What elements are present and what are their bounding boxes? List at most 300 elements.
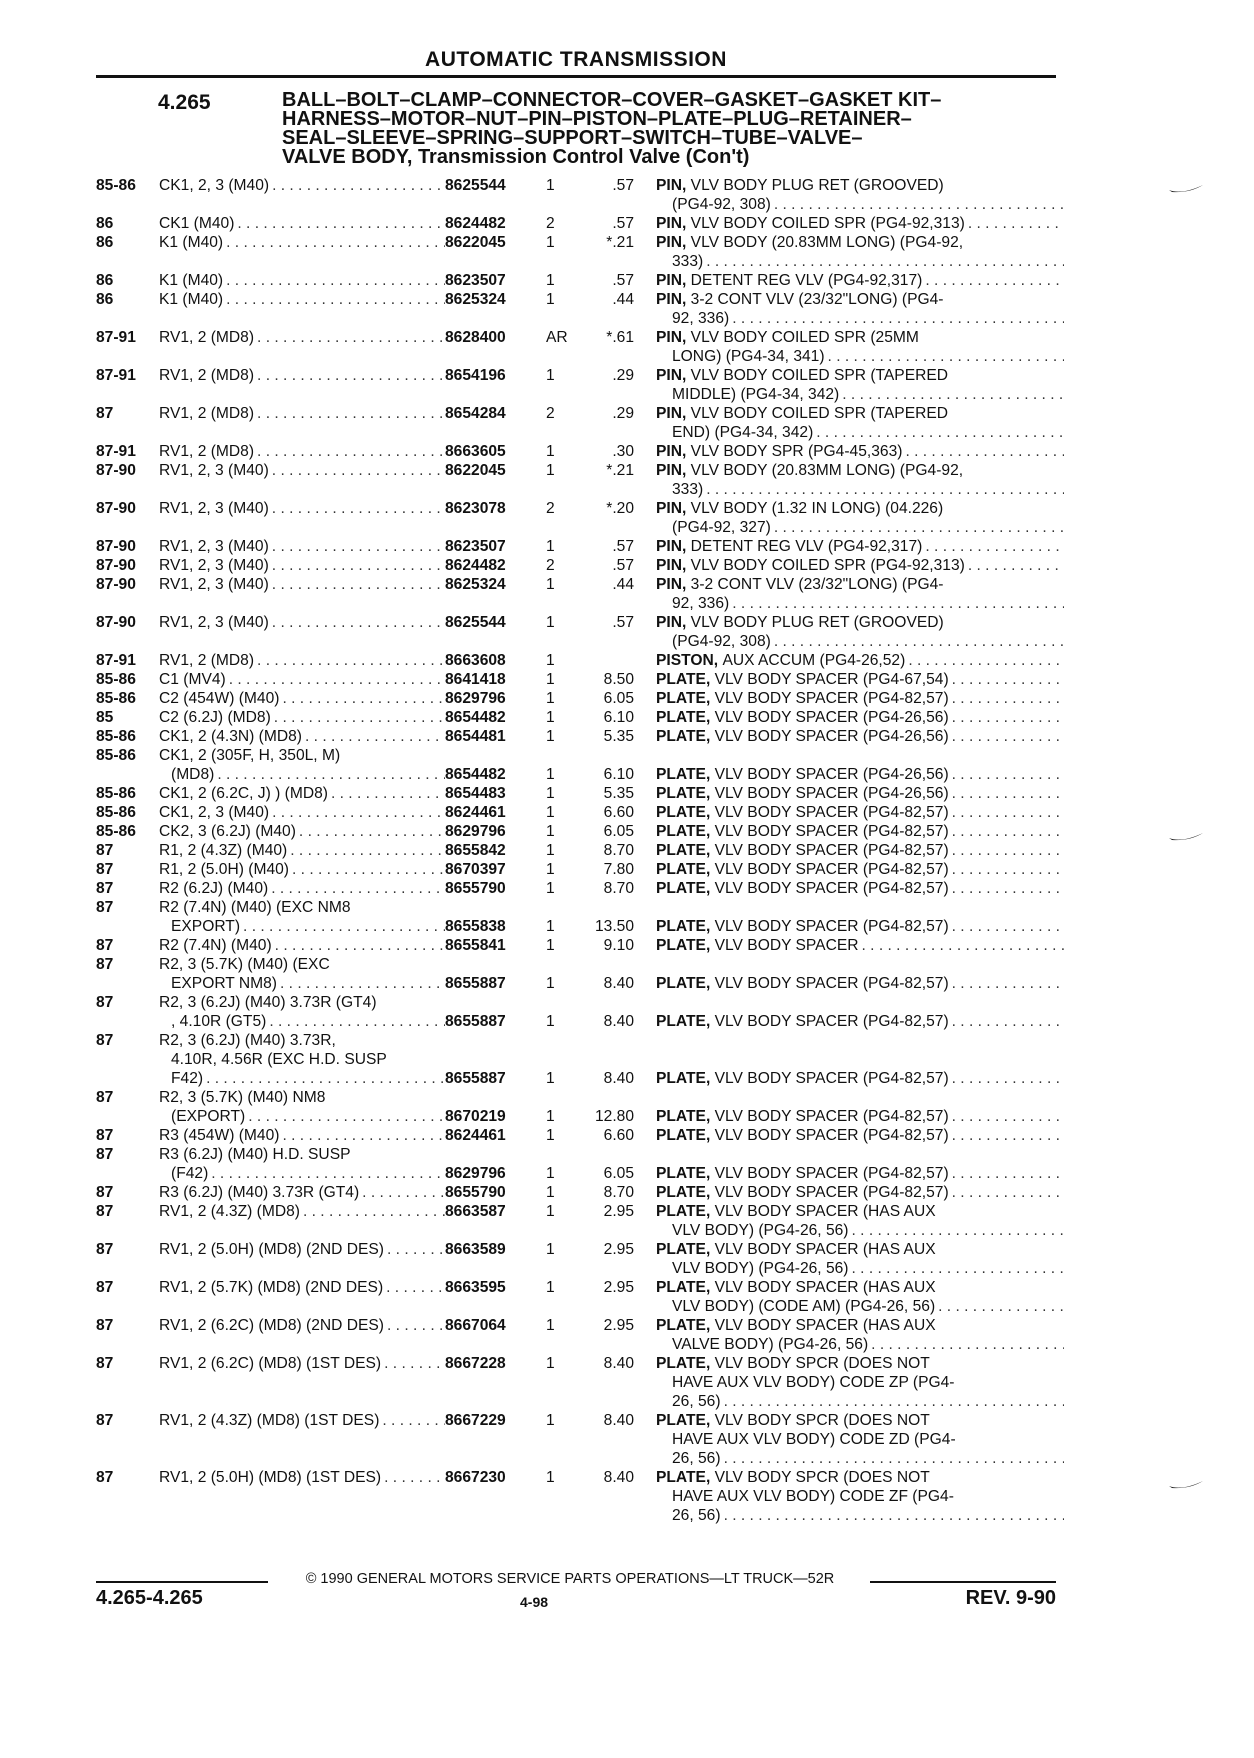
description-line: (PG4-92, 308) [672, 196, 771, 213]
part-number: 8655887 [445, 1013, 506, 1030]
model-application [159, 670, 445, 689]
model-application [159, 575, 445, 594]
model-year: 85-86 [96, 671, 136, 688]
model-year: 87-91 [96, 652, 136, 669]
dot-leader [949, 974, 1064, 993]
price: 8.70 [603, 1184, 634, 1201]
price: 6.10 [603, 709, 634, 726]
model-line: R1, 2 (4.3Z) (M40) [159, 842, 288, 859]
part-row [96, 1354, 1060, 1411]
description-line: VLV BODY SPACER (PG4-26,56) [714, 728, 949, 745]
model-year: 87 [96, 1203, 114, 1220]
model-year: 87-90 [96, 557, 136, 574]
quantity: 1 [546, 367, 555, 384]
part-description [656, 765, 1064, 784]
dot-leader [379, 1411, 445, 1430]
part-description [656, 917, 1064, 936]
model-line: RV1, 2 (4.3Z) (MD8) (1ST DES) [159, 1412, 380, 1429]
part-row [96, 1088, 1060, 1126]
dot-leader [279, 689, 445, 708]
price: 6.60 [603, 1127, 634, 1144]
dot-leader [721, 1506, 1064, 1525]
description-line: VLV BODY SPACER (PG4-82,57) [714, 804, 949, 821]
part-row [96, 841, 1060, 860]
price: 8.50 [603, 671, 634, 688]
dot-leader [245, 1107, 445, 1126]
model-year: 87 [96, 1089, 114, 1106]
model-application [159, 993, 445, 1031]
part-name: PLATE, [656, 823, 711, 840]
description-line: 26, 56) [672, 1393, 721, 1410]
description-line: 26, 56) [672, 1507, 721, 1524]
model-year: 87-90 [96, 614, 136, 631]
quantity: 1 [546, 1355, 555, 1372]
price: 6.10 [603, 766, 634, 783]
price: 8.40 [603, 975, 634, 992]
model-line: K1 (M40) [159, 234, 224, 251]
description-line: (PG4-92, 327) [672, 519, 771, 536]
description-line: END) (PG4-34, 342) [672, 424, 814, 441]
model-application [159, 898, 445, 936]
part-name: PLATE, [656, 1108, 711, 1125]
model-line: RV1, 2 (5.0H) (MD8) (2ND DES) [159, 1241, 384, 1258]
quantity: 1 [546, 709, 555, 726]
part-number: 8663587 [445, 1203, 506, 1220]
part-description [656, 404, 1064, 442]
description-line: 333) [672, 481, 704, 498]
description-line: VLV BODY SPACER (PG4-82,57) [714, 880, 949, 897]
dot-leader [849, 1259, 1064, 1278]
model-line: CK1 (M40) [159, 215, 235, 232]
model-application [159, 214, 445, 233]
part-row [96, 784, 1060, 803]
description-line: VLV BODY PLUG RET (GROOVED) [690, 177, 944, 194]
part-row [96, 1145, 1060, 1183]
dot-leader [223, 233, 445, 252]
model-year: 87 [96, 842, 114, 859]
part-description [656, 575, 1064, 613]
model-year: 87 [96, 1032, 114, 1049]
part-number: 8663608 [445, 652, 506, 669]
model-line: CK1, 2, 3 (M40) [159, 804, 270, 821]
price: .29 [612, 405, 634, 422]
part-description [656, 176, 1064, 214]
part-name: PLATE, [656, 728, 711, 745]
group-title-line: BALL–BOLT–CLAMP–CONNECTOR–COVER–GASKET–GASKET KIT– [282, 89, 942, 111]
model-application [159, 442, 445, 461]
model-line: RV1, 2, 3 (M40) [159, 576, 269, 593]
dot-leader [949, 822, 1064, 841]
price: 8.40 [603, 1412, 634, 1429]
part-number: 8628400 [445, 329, 506, 346]
dot-leader [269, 176, 445, 195]
quantity: 2 [546, 215, 555, 232]
part-number: 8641418 [445, 671, 506, 688]
model-application [159, 784, 445, 803]
description-line: VLV BODY) (PG4-26, 56) [672, 1222, 849, 1239]
part-name: PISTON, [656, 652, 719, 669]
part-row [96, 1126, 1060, 1145]
part-number: 8624461 [445, 804, 506, 821]
model-application [159, 1240, 445, 1259]
dot-leader [935, 1297, 1064, 1316]
part-number: 8625324 [445, 291, 506, 308]
part-name: PLATE, [656, 861, 711, 878]
model-year: 86 [96, 272, 114, 289]
part-number: 8623507 [445, 272, 506, 289]
model-application [159, 404, 445, 423]
dot-leader [254, 651, 445, 670]
model-line: EXPORT) [171, 918, 241, 935]
dot-leader [269, 575, 445, 594]
model-year: 85 [96, 709, 114, 726]
price: 8.70 [603, 880, 634, 897]
description-line: VLV BODY) (PG4-26, 56) [672, 1260, 849, 1277]
model-line: RV1, 2 (4.3Z) (MD8) [159, 1203, 300, 1220]
model-application [159, 461, 445, 480]
model-line: R2, 3 (6.2J) (M40) 3.73R, [159, 1032, 336, 1049]
dot-leader [359, 1183, 445, 1202]
part-number: 8655790 [445, 880, 506, 897]
part-name: PLATE, [656, 785, 711, 802]
dot-leader [949, 784, 1064, 803]
quantity: 1 [546, 443, 555, 460]
dot-leader [949, 1126, 1064, 1145]
model-year: 85-86 [96, 690, 136, 707]
dot-leader [771, 632, 1064, 651]
model-year: 87 [96, 1146, 114, 1163]
dot-leader [223, 271, 445, 290]
quantity: 1 [546, 614, 555, 631]
description-line: VLV BODY SPACER (PG4-82,57) [714, 861, 949, 878]
model-line: RV1, 2 (MD8) [159, 405, 255, 422]
model-application [159, 689, 445, 708]
price: .44 [612, 291, 634, 308]
part-description [656, 803, 1064, 822]
part-name: PLATE, [656, 1203, 711, 1220]
quantity: 1 [546, 234, 555, 251]
part-name: PIN, [656, 177, 687, 194]
dot-leader [271, 708, 445, 727]
dot-leader [254, 366, 445, 385]
part-row [96, 879, 1060, 898]
part-number: 8655790 [445, 1184, 506, 1201]
part-description [656, 708, 1064, 727]
description-line: VLV BODY COILED SPR (TAPERED [690, 367, 949, 384]
description-line: LONG) (PG4-34, 341) [672, 348, 825, 365]
model-line: RV1, 2 (MD8) [159, 367, 255, 384]
part-number: 8670397 [445, 861, 506, 878]
model-application [159, 290, 445, 309]
part-description [656, 556, 1064, 575]
part-description [656, 442, 1064, 461]
dot-leader [384, 1316, 445, 1335]
price: 5.35 [603, 728, 634, 745]
model-application [159, 1126, 445, 1145]
dot-leader [226, 670, 445, 689]
part-name: PIN, [656, 234, 687, 251]
part-row [96, 1316, 1060, 1354]
model-year: 87-91 [96, 443, 136, 460]
description-line: 333) [672, 253, 704, 270]
part-number: 8667228 [445, 1355, 506, 1372]
description-line: VLV BODY SPACER (PG4-82,57) [714, 1127, 949, 1144]
model-line: R2 (7.4N) (M40) (EXC NM8 [159, 899, 351, 916]
model-line: (MD8) [171, 766, 215, 783]
dot-leader [266, 1012, 445, 1031]
description-line: VLV BODY SPR (PG4-45,363) [690, 443, 903, 460]
model-application [159, 1468, 445, 1487]
dot-leader [839, 385, 1064, 404]
dot-leader [949, 803, 1064, 822]
part-description [656, 1240, 1064, 1278]
model-year: 85-86 [96, 785, 136, 802]
part-name: PLATE, [656, 1279, 711, 1296]
model-line: R2, 3 (5.7K) (M40) NM8 [159, 1089, 326, 1106]
part-number: 8667064 [445, 1317, 506, 1334]
price: 5.35 [603, 785, 634, 802]
quantity: 1 [546, 918, 555, 935]
description-line: VLV BODY SPACER (HAS AUX [714, 1317, 936, 1334]
part-name: PLATE, [656, 1013, 711, 1030]
part-name: PLATE, [656, 842, 711, 859]
part-name: PLATE, [656, 1165, 711, 1182]
part-row [96, 1240, 1060, 1278]
description-line: VLV BODY) (CODE AM) (PG4-26, 56) [672, 1298, 936, 1315]
quantity: 1 [546, 538, 555, 555]
part-row [96, 955, 1060, 993]
part-description [656, 841, 1064, 860]
part-description [656, 1164, 1064, 1183]
part-row [96, 271, 1060, 290]
dot-leader [703, 480, 1064, 499]
description-line: VLV BODY SPACER (PG4-82,57) [714, 918, 949, 935]
part-row [96, 233, 1060, 271]
model-line: R3 (454W) (M40) [159, 1127, 280, 1144]
price: .57 [612, 177, 634, 194]
model-line: R2, 3 (5.7K) (M40) (EXC [159, 956, 330, 973]
part-row [96, 461, 1060, 499]
quantity: 1 [546, 177, 555, 194]
quantity: 1 [546, 462, 555, 479]
part-number: 8624482 [445, 215, 506, 232]
quantity: 1 [546, 937, 555, 954]
description-line: 92, 336) [672, 310, 730, 327]
part-row [96, 1031, 1060, 1088]
part-name: PIN, [656, 367, 687, 384]
part-number: 8670219 [445, 1108, 506, 1125]
model-year: 87 [96, 994, 114, 1011]
quantity: 1 [546, 728, 555, 745]
price: 13.50 [594, 918, 634, 935]
dot-leader [721, 1449, 1064, 1468]
quantity: 1 [546, 1127, 555, 1144]
model-application [159, 1278, 445, 1297]
dot-leader [268, 879, 445, 898]
description-line: 3-2 CONT VLV (23/32"LONG) (PG4- [690, 291, 944, 308]
price: 8.70 [603, 842, 634, 859]
model-line: F42) [171, 1070, 204, 1087]
part-description [656, 214, 1064, 233]
model-line: RV1, 2 (MD8) [159, 329, 255, 346]
dot-leader [771, 195, 1064, 214]
model-year: 86 [96, 215, 114, 232]
group-number: 4.265 [158, 91, 211, 114]
quantity: 1 [546, 1241, 555, 1258]
margin-mark-icon [1168, 832, 1204, 844]
quantity: 1 [546, 1279, 555, 1296]
dot-leader [949, 1069, 1064, 1088]
model-line: RV1, 2, 3 (M40) [159, 500, 269, 517]
part-name: PIN, [656, 272, 687, 289]
part-name: PLATE, [656, 690, 711, 707]
model-year: 87-91 [96, 367, 136, 384]
part-description [656, 670, 1064, 689]
quantity: 1 [546, 576, 555, 593]
part-description [656, 784, 1064, 803]
price: .57 [612, 557, 634, 574]
model-application [159, 328, 445, 347]
part-row [96, 898, 1060, 936]
part-number: 8624461 [445, 1127, 506, 1144]
description-line: VLV BODY SPACER (PG4-82,57) [714, 1165, 949, 1182]
dot-leader [279, 1126, 445, 1145]
description-line: (PG4-92, 308) [672, 633, 771, 650]
part-name: PIN, [656, 405, 687, 422]
part-description [656, 366, 1064, 404]
description-line: VLV BODY SPACER (PG4-82,57) [714, 1013, 949, 1030]
description-line: VLV BODY SPCR (DOES NOT [714, 1412, 930, 1429]
description-line: HAVE AUX VLV BODY) CODE ZP (PG4- [672, 1374, 955, 1391]
quantity: 1 [546, 1108, 555, 1125]
part-name: PIN, [656, 538, 687, 555]
dot-leader [328, 784, 445, 803]
price: 8.40 [603, 1355, 634, 1372]
description-line: VLV BODY (1.32 IN LONG) (04.226) [690, 500, 944, 517]
dot-leader [949, 670, 1064, 689]
dot-leader [825, 347, 1064, 366]
price: 8.40 [603, 1469, 634, 1486]
dot-leader [287, 841, 445, 860]
part-name: PLATE, [656, 1241, 711, 1258]
part-name: PLATE, [656, 1469, 711, 1486]
part-number: 8623078 [445, 500, 506, 517]
part-row [96, 366, 1060, 404]
group-title-line: HARNESS–MOTOR–NUT–PIN–PISTON–PLATE–PLUG–RETAINER– [282, 108, 912, 130]
dot-leader [703, 252, 1064, 271]
quantity: 1 [546, 1203, 555, 1220]
quantity: 2 [546, 500, 555, 517]
model-year: 87-90 [96, 576, 136, 593]
model-application [159, 1145, 445, 1183]
part-name: PLATE, [656, 671, 711, 688]
dot-leader [214, 765, 445, 784]
group-title [282, 91, 1052, 167]
dot-leader [729, 594, 1064, 613]
part-description [656, 461, 1064, 499]
model-application [159, 537, 445, 556]
model-application [159, 651, 445, 670]
part-row [96, 176, 1060, 214]
description-line: 26, 56) [672, 1450, 721, 1467]
dot-leader [269, 537, 445, 556]
part-row [96, 328, 1060, 366]
price: 8.40 [603, 1013, 634, 1030]
dot-leader [203, 1069, 445, 1088]
model-line: CK1, 2 (6.2C, J) ) (MD8) [159, 785, 328, 802]
part-row [96, 708, 1060, 727]
dot-leader [949, 1183, 1064, 1202]
dot-leader [729, 309, 1064, 328]
model-line: RV1, 2, 3 (M40) [159, 538, 269, 555]
price: 2.95 [603, 1241, 634, 1258]
model-line: RV1, 2 (5.7K) (MD8) (2ND DES) [159, 1279, 384, 1296]
model-year: 87 [96, 1355, 114, 1372]
dot-leader [949, 689, 1064, 708]
model-line: RV1, 2 (6.2C) (MD8) (1ST DES) [159, 1355, 382, 1372]
part-name: PLATE, [656, 1317, 711, 1334]
part-name: PIN, [656, 215, 687, 232]
quantity: 1 [546, 291, 555, 308]
dot-leader [296, 822, 445, 841]
part-description [656, 290, 1064, 328]
model-line: R3 (6.2J) (M40) H.D. SUSP [159, 1146, 351, 1163]
model-line: CK1, 2, 3 (M40) [159, 177, 270, 194]
margin-mark-icon [1168, 184, 1204, 196]
quantity: 1 [546, 975, 555, 992]
part-row [96, 1278, 1060, 1316]
model-year: 87 [96, 937, 114, 954]
model-application [159, 1031, 445, 1088]
quantity: 1 [546, 690, 555, 707]
dot-leader [254, 404, 445, 423]
description-line: VLV BODY COILED SPR (25MM [690, 329, 919, 346]
price: 6.60 [603, 804, 634, 821]
part-number: 8655842 [445, 842, 506, 859]
dot-leader [208, 1164, 445, 1183]
model-application [159, 1316, 445, 1335]
dot-leader [721, 1392, 1064, 1411]
part-number: 8654481 [445, 728, 506, 745]
price: .44 [612, 576, 634, 593]
part-description [656, 1069, 1064, 1088]
model-line: RV1, 2 (MD8) [159, 443, 255, 460]
dot-leader [813, 423, 1064, 442]
price: 2.95 [603, 1317, 634, 1334]
part-name: PLATE, [656, 1184, 711, 1201]
dot-leader [965, 214, 1064, 233]
dot-leader [269, 613, 445, 632]
dot-leader [272, 936, 445, 955]
price: *.61 [606, 329, 634, 346]
part-description [656, 613, 1064, 651]
quantity: 1 [546, 880, 555, 897]
group-title-line: SEAL–SLEEVE–SPRING–SUPPORT–SWITCH–TUBE–VALVE– [282, 127, 863, 149]
part-description [656, 499, 1064, 537]
dot-leader [234, 214, 445, 233]
quantity: AR [546, 329, 568, 346]
model-application [159, 955, 445, 993]
dot-leader [254, 328, 445, 347]
quantity: 1 [546, 1165, 555, 1182]
part-description [656, 1354, 1064, 1411]
price: 8.40 [603, 1070, 634, 1087]
footer-rule [96, 1581, 268, 1583]
part-number: 8624482 [445, 557, 506, 574]
model-line: R2 (6.2J) (M40) [159, 880, 269, 897]
part-row [96, 575, 1060, 613]
description-line: VLV BODY SPCR (DOES NOT [714, 1355, 930, 1372]
